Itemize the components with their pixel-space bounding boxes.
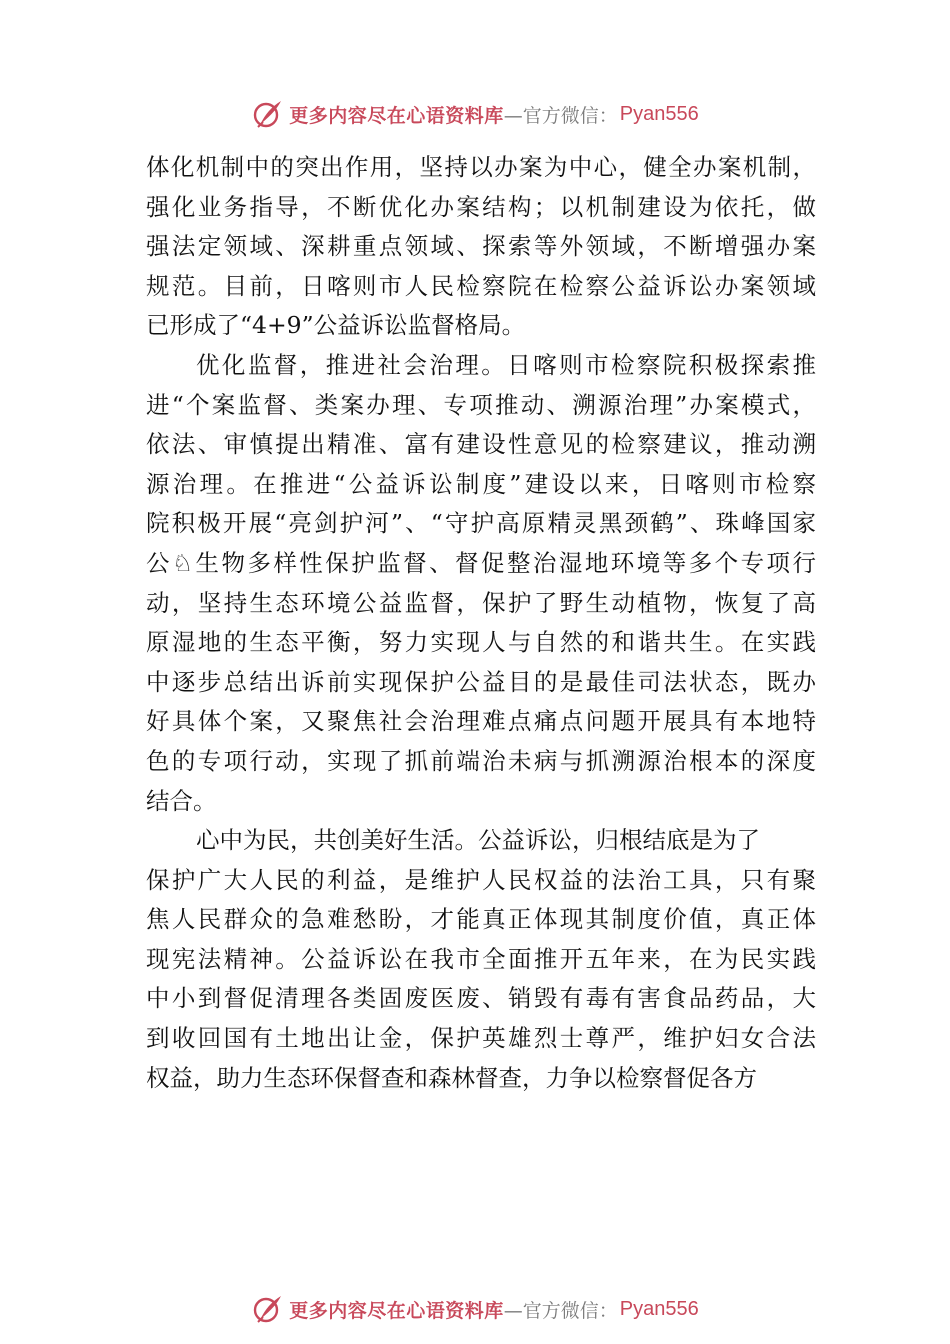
quill-logo-icon: [251, 97, 285, 131]
banner-brand-text: 更多内容尽在心语资料库: [289, 1299, 504, 1322]
text-line: 动，坚持生态环境公益监督，保护了野生动植物，恢复了高: [146, 588, 816, 617]
text-line: 到收回国有土地出让金，保护英雄烈士尊严，维护妇女合法: [146, 1024, 816, 1053]
banner-wechat-id: Pyan556: [619, 102, 699, 125]
text-line: 中逐步总结出诉前实现保护公益目的是最佳司法状态，既办: [146, 667, 816, 696]
text-line: 保护广大人民的利益，是维护人民权益的法治工具，只有聚: [146, 865, 816, 894]
quill-logo-icon: [251, 1292, 285, 1326]
banner-wechat-label: —官方微信：: [503, 1299, 618, 1322]
text-line: 源治理。在推进“公益诉讼制度”建设以来，日喀则市检察: [146, 469, 816, 498]
text-line: 原湿地的生态平衡，努力实现人与自然的和谐共生。在实践: [146, 628, 816, 657]
text-line: 中小到督促清理各类固废医废、销毁有毒有害食品药品，大: [146, 984, 816, 1013]
document-body: [146, 148, 816, 1098]
text-line: 规范。目前，日喀则市人民检察院在检察公益诉讼办案领域: [146, 271, 816, 300]
text-line: 强法定领域、深耕重点领域、探索等外领域，不断增强办案: [146, 232, 816, 261]
text-line: 进“个案监督、类案办理、专项推动、溯源治理”办案模式，: [146, 390, 816, 419]
text-line: 结合。: [146, 786, 217, 815]
text-line: 院积极开展“亮剑护河”、“守护高原精灵黑颈鹤”、珠峰国家: [146, 509, 816, 538]
text-line: 体化机制中的突出作用，坚持以办案为中心，健全办案机制，: [146, 153, 816, 181]
text-line: 好具体个案，又聚焦社会治理难点痛点问题开展具有本地特: [146, 707, 816, 736]
text-line: 已形成了“4+9”公益诉讼监督格局。: [146, 311, 526, 340]
banner-brand-text: 更多内容尽在心语资料库: [289, 104, 504, 127]
text-line: 强化业务指导，不断优化办案结构；以机制建设为依托，做: [146, 192, 816, 221]
text-line: 公♘生物多样性保护监督、督促整治湿地环境等多个专项行: [146, 548, 816, 577]
text-line: 优化监督，推进社会治理。日喀则市检察院积极探索推: [196, 350, 816, 379]
text-line: 心中为民，共创美好生活。公益诉讼，归根结底是为了: [196, 826, 760, 855]
text-line: 焦人民群众的急难愁盼，才能真正体现其制度价值，真正体: [146, 905, 816, 934]
banner-wechat-id: Pyan556: [619, 1297, 699, 1320]
text-line: 现宪法精神。公益诉讼在我市全面推开五年来，在为民实践: [146, 944, 816, 973]
header-banner: [0, 94, 950, 134]
banner-wechat-label: —官方微信：: [503, 104, 618, 127]
text-line: 色的专项行动，实现了抓前端治未病与抓溯源治根本的深度: [146, 746, 816, 775]
footer-banner: [0, 1289, 950, 1329]
text-line: 权益，助力生态环保督查和森林督查，力争以检察督促各方: [146, 1063, 757, 1092]
text-line: 依法、审慎提出精准、富有建设性意见的检察建议，推动溯: [146, 430, 816, 459]
